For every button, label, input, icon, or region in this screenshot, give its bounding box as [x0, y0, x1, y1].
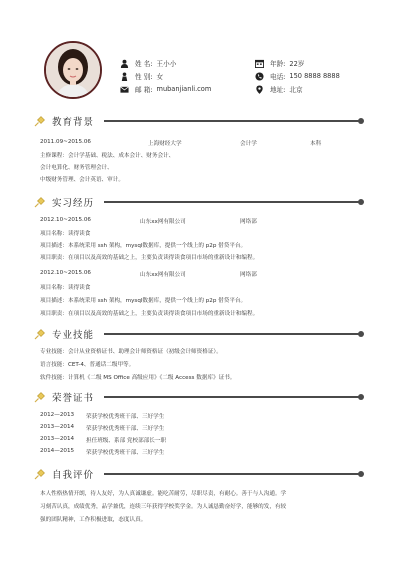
- honor-period: 2012—2013: [40, 412, 75, 418]
- section-title-skills: [34, 327, 94, 341]
- section-title-text: 自我评价: [52, 470, 95, 481]
- phone-info: [255, 71, 340, 81]
- section-divider: [104, 120, 360, 122]
- age-value: 22岁: [289, 60, 305, 68]
- email-info: [120, 84, 211, 94]
- pushpin-icon: [34, 391, 46, 403]
- skills-line: 软件技能：计算机《二级 MS Office 高级应用》《二级 Access 数据库》证书。: [40, 375, 236, 381]
- address-info: [255, 84, 303, 94]
- education-period: 2011.09~2015.06: [40, 139, 91, 145]
- age-info: [255, 58, 304, 68]
- experience-period: 2012.10~2015.06: [40, 270, 91, 276]
- honor-period: 2013—2014: [40, 436, 75, 442]
- education-courses-line: 中级财务管理、会计英语、审计。: [40, 177, 124, 183]
- gender-label: 性 别:: [135, 73, 153, 81]
- honor-text: 担任班级、系部 党校部部长一职: [86, 438, 167, 444]
- location-pin-icon: [255, 85, 264, 94]
- evaluation-line: 强的团队精神，工作积极进取，态度认真。: [40, 517, 147, 523]
- education-courses-line: 主修课程：会计学基础、税法、成本会计、财务会计、: [40, 153, 175, 159]
- skills-line: 专业技能：会计从业资格证书、助理会计师资格证（初级会计师资格证）。: [40, 349, 222, 355]
- email-label: 邮 箱:: [135, 86, 153, 94]
- education-degree: 本科: [310, 141, 322, 147]
- section-divider: [104, 396, 360, 398]
- education-school: 上海财经大学: [148, 141, 182, 147]
- section-title-experience: [34, 195, 94, 209]
- experience-project-name: 项目名称：读得读食: [40, 231, 91, 237]
- section-title-text: 实习经历: [52, 198, 95, 209]
- evaluation-line: 习刻苦认真，成绩优秀，品学兼优，连续三年获得学校奖学金。为人诚恳勤奋好学，能够的发，有较: [40, 504, 287, 510]
- section-divider-dot: [358, 199, 364, 205]
- experience-period: 2012.10~2015.06: [40, 217, 91, 223]
- education-major: 会计学: [240, 141, 257, 147]
- section-divider-dot: [358, 331, 364, 337]
- phone-label: 电话:: [270, 73, 286, 81]
- pushpin-icon: [34, 468, 46, 480]
- section-divider-dot: [358, 471, 364, 477]
- address-value: 北京: [289, 86, 303, 94]
- honor-text: 荣获学校优秀班干部、三好学生: [86, 414, 165, 420]
- experience-dept: 网络部: [240, 219, 257, 225]
- name-value: 王小小: [156, 60, 177, 68]
- phone-icon: [255, 72, 264, 81]
- skills-line: 语言技能：CET-4、普通话二级甲等。: [40, 362, 135, 368]
- experience-dept: 网络部: [240, 272, 257, 278]
- experience-project-resp: 项目职责：在项目以及高效的基础之上，主要负责读得读食项目市场的重新设计和编程。: [40, 311, 259, 317]
- education-courses-line: 会计电算化、财务管理会计、: [40, 165, 113, 171]
- portrait-image: [46, 43, 100, 97]
- experience-project-resp: 项目职责：在项目以及高效的基础之上，主要负责读得读食项目市场的重新设计和编程。: [40, 255, 259, 261]
- address-label: 地址:: [270, 86, 286, 94]
- pushpin-icon: [34, 196, 46, 208]
- experience-company: 山东xx网有限公司: [140, 219, 186, 225]
- section-divider-dot: [358, 118, 364, 124]
- section-divider-dot: [358, 394, 364, 400]
- evaluation-line: 本人性格热情开朗，待人友好，为人真诚谦虚。能吃苦耐劳，尽职尽责，有耐心。善于与人沟通。学: [40, 491, 287, 497]
- section-title-text: 专业技能: [52, 330, 95, 341]
- gender-info: [120, 71, 163, 81]
- gender-icon: [120, 72, 129, 81]
- mail-icon: [120, 85, 129, 94]
- experience-project-desc: 项目描述：本系统采用 ssh 架构，mysql数据库，提供一个线上的 p2p 借贷平台。: [40, 243, 247, 249]
- honor-period: 2013—2014: [40, 424, 75, 430]
- name-info: [120, 58, 176, 68]
- person-icon: [120, 59, 129, 68]
- name-label: 姓 名:: [135, 60, 153, 68]
- avatar: [44, 41, 102, 99]
- section-divider: [104, 201, 360, 203]
- pushpin-icon: [34, 328, 46, 340]
- section-divider: [104, 473, 360, 475]
- section-title-honors: [34, 390, 94, 404]
- email-value: mubanjianli.com: [156, 85, 212, 93]
- experience-project-name: 项目名称：读得读食: [40, 285, 91, 291]
- section-title-evaluation: [34, 467, 94, 481]
- section-title-text: 荣誉证书: [52, 393, 95, 404]
- experience-company: 山东xx网有限公司: [140, 272, 186, 278]
- section-title-education: [34, 114, 94, 128]
- gender-value: 女: [156, 73, 164, 81]
- section-title-text: 教育背景: [52, 117, 95, 128]
- phone-value: 150 8888 8888: [289, 72, 340, 80]
- honor-text: 荣获学校优秀班干部、三好学生: [86, 450, 165, 456]
- honor-text: 荣获学校优秀班干部、三好学生: [86, 426, 165, 432]
- section-divider: [104, 333, 360, 335]
- calendar-icon: [255, 59, 264, 68]
- honor-period: 2014—2015: [40, 448, 75, 454]
- experience-project-desc: 项目描述：本系统采用 ssh 架构，mysql数据库，提供一个线上的 p2p 借贷平台。: [40, 298, 247, 304]
- pushpin-icon: [34, 115, 46, 127]
- age-label: 年龄:: [270, 60, 286, 68]
